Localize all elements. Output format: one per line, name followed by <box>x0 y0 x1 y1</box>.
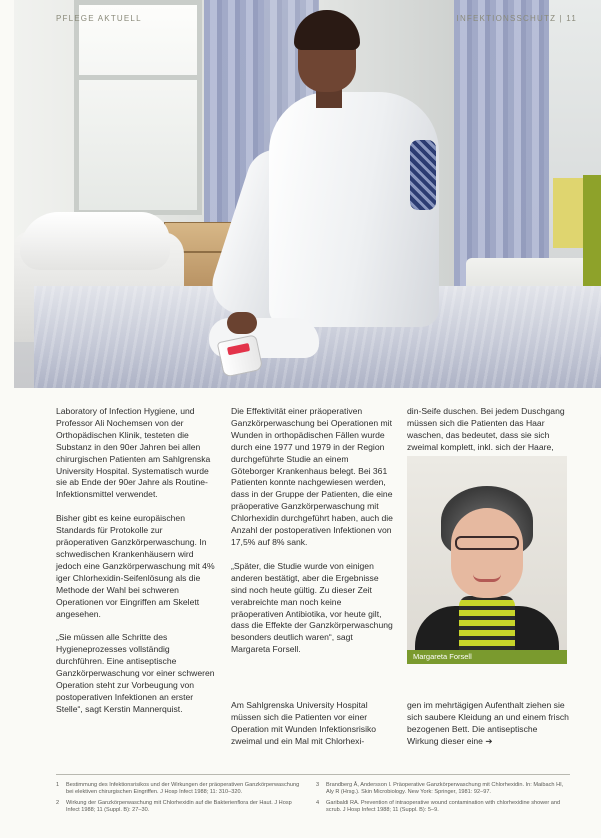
running-header-left: PFLEGE AKTUELL <box>56 14 142 23</box>
paragraph: din-Seife duschen. Bei jedem Duschgang müssen sich die Patienten das Haar waschen, das bedeutet, dass sie sich zweimal komplett, inkl. sich der Haare, <box>407 406 565 452</box>
hero-woman-robe <box>269 92 439 327</box>
paragraph: Die Effektivität einer präoperativen Ganzkörperwaschung bei Operationen mit Wunden in orthopädischen Fällen wurde durch eine 1977 und 1979 in der Region durchgeführte Studie an einem Göteborger Krankenhaus belegt. Bei 361 Patienten konnte nachgewiesen werden, dass in der Gruppe der Patienten, die eine präoperative Ganzkörperwaschung mit Chlorhexidin durchgeführt haben, auch die Anzahl der postoperativen Infektionen von 17,5% auf 8% sank. <box>231 406 393 547</box>
paragraph: Am Sahlgrenska University Hospital müssen sich die Patienten vor einer Operation mit Wunden Infektionsrisiko zweimal und ein Mal mit Chlorhexi- <box>231 700 377 746</box>
portrait-photo <box>407 456 567 664</box>
footnotes-left <box>56 782 306 818</box>
body-column-2 <box>231 406 393 668</box>
hero-photo <box>14 0 601 388</box>
continue-arrow-icon: ➔ <box>485 735 493 746</box>
footnote-divider <box>56 774 570 775</box>
footnote-number: 1 <box>56 782 60 788</box>
body-column-3-bottom <box>407 700 570 760</box>
footnote <box>56 800 306 815</box>
footnote <box>316 800 570 815</box>
footnote-text: Bestimmung des Infektionsrisikos und der Wirkungen der präoperativen Ganzkörperwaschung bei elektiven chirurgischen Eingriffen. J Hosp Infect 1988; 11: 310–320. <box>66 782 300 796</box>
footnote <box>316 782 570 797</box>
hero-yellow-box <box>553 178 583 248</box>
footnote-text: Brandberg Å, Andersson I. Präoperative Ganzkörperwaschung mit Chlorhexidin. In: Maibach HI, Aly R (Hrsg.). Skin Microbiology. New York: Springer, 1981: 92–97. <box>326 782 564 796</box>
body-column-2-bottom <box>231 700 393 760</box>
hero-woman-hand <box>227 312 257 334</box>
paragraph: Bisher gibt es keine europäischen Standards für Protokolle zur präoperativen Ganzkörperwaschung. In schwedischen Krankenhäusern wird jedoch eine Ganzkörperwaschung mit 4% iger Chlorhexidin-Seifenlösung als die Methode der Wahl bei schweren Operationen vor Eingriffen am Skelett angesehen. <box>56 513 215 619</box>
footnote-number: 4 <box>316 799 320 806</box>
footnote-text: Wirkung der Ganzkörperwaschung mit Chlorhexidin auf die Bakterienflora der Haut. J Hosp Infect 1988; 11 (Suppl. B): 27–30. <box>66 799 292 814</box>
paragraph <box>407 700 570 748</box>
portrait-caption: Margareta Forsell <box>407 650 567 664</box>
hero-curtain <box>454 0 549 300</box>
running-header-right: INFEKTIONSSCHUTZ | 11 <box>456 14 577 23</box>
hero-toiletry-bag <box>410 140 436 210</box>
paragraph: „Später, die Studie wurde von einigen anderen bestätigt, aber die Ergebnisse sind noch heute gültig. Zu dieser Zeit verabreichte man noch keine präoperativen Antibiotika, vor heute gilt, dass die Effekte der Ganzkörperwaschung besonders deutlich waren“, sagt Margareta Forsell. <box>231 560 393 655</box>
footnote-number: 2 <box>56 799 60 806</box>
paragraph: „Sie müssen alle Schritte des Hygieneprozesses vollständig durchführen. Eine antiseptische Ganzkörperwaschung vor einer schweren Operation steht zur Vorbeugung von postoperativen Infektionen an erster Stelle“, sagt Kerstin Mannerquist. <box>56 632 215 714</box>
footnotes-right <box>316 782 570 818</box>
portrait-smile <box>473 574 501 582</box>
portrait-glasses <box>455 536 519 550</box>
footnote-number: 3 <box>316 782 320 788</box>
paragraph-text: gen im mehrtägigen Aufenthalt ziehen sie sich saubere Kleidung an und einem frisch bezogenen Bett. Die antiseptische Wirkung dieser eine <box>407 700 569 746</box>
hero-pillow <box>20 212 170 270</box>
body-column-1 <box>56 406 216 728</box>
paragraph: Laboratory of Infection Hygiene, und Professor Ali Nochemsen von der Orthopädischen Klinik, testeten die Substanz in den 90er Jahren bei allen chirurgischen Patienten am Sahlgrenska University Hospital. Systematisch wurde sie ab Ende der 90er Jahre als Routine-Infektionsmittel verwendet. <box>56 406 211 500</box>
hero-window <box>74 0 202 215</box>
bottle-label <box>227 343 250 355</box>
footnote-text: Garibaldi RA. Prevention of intraoperative wound contamination with chlorhexidine shower and scrub. J Hosp Infect 1988; 11 (Suppl. B): 5–9. <box>326 799 561 814</box>
footnote <box>56 782 306 797</box>
portrait-face <box>451 508 523 598</box>
